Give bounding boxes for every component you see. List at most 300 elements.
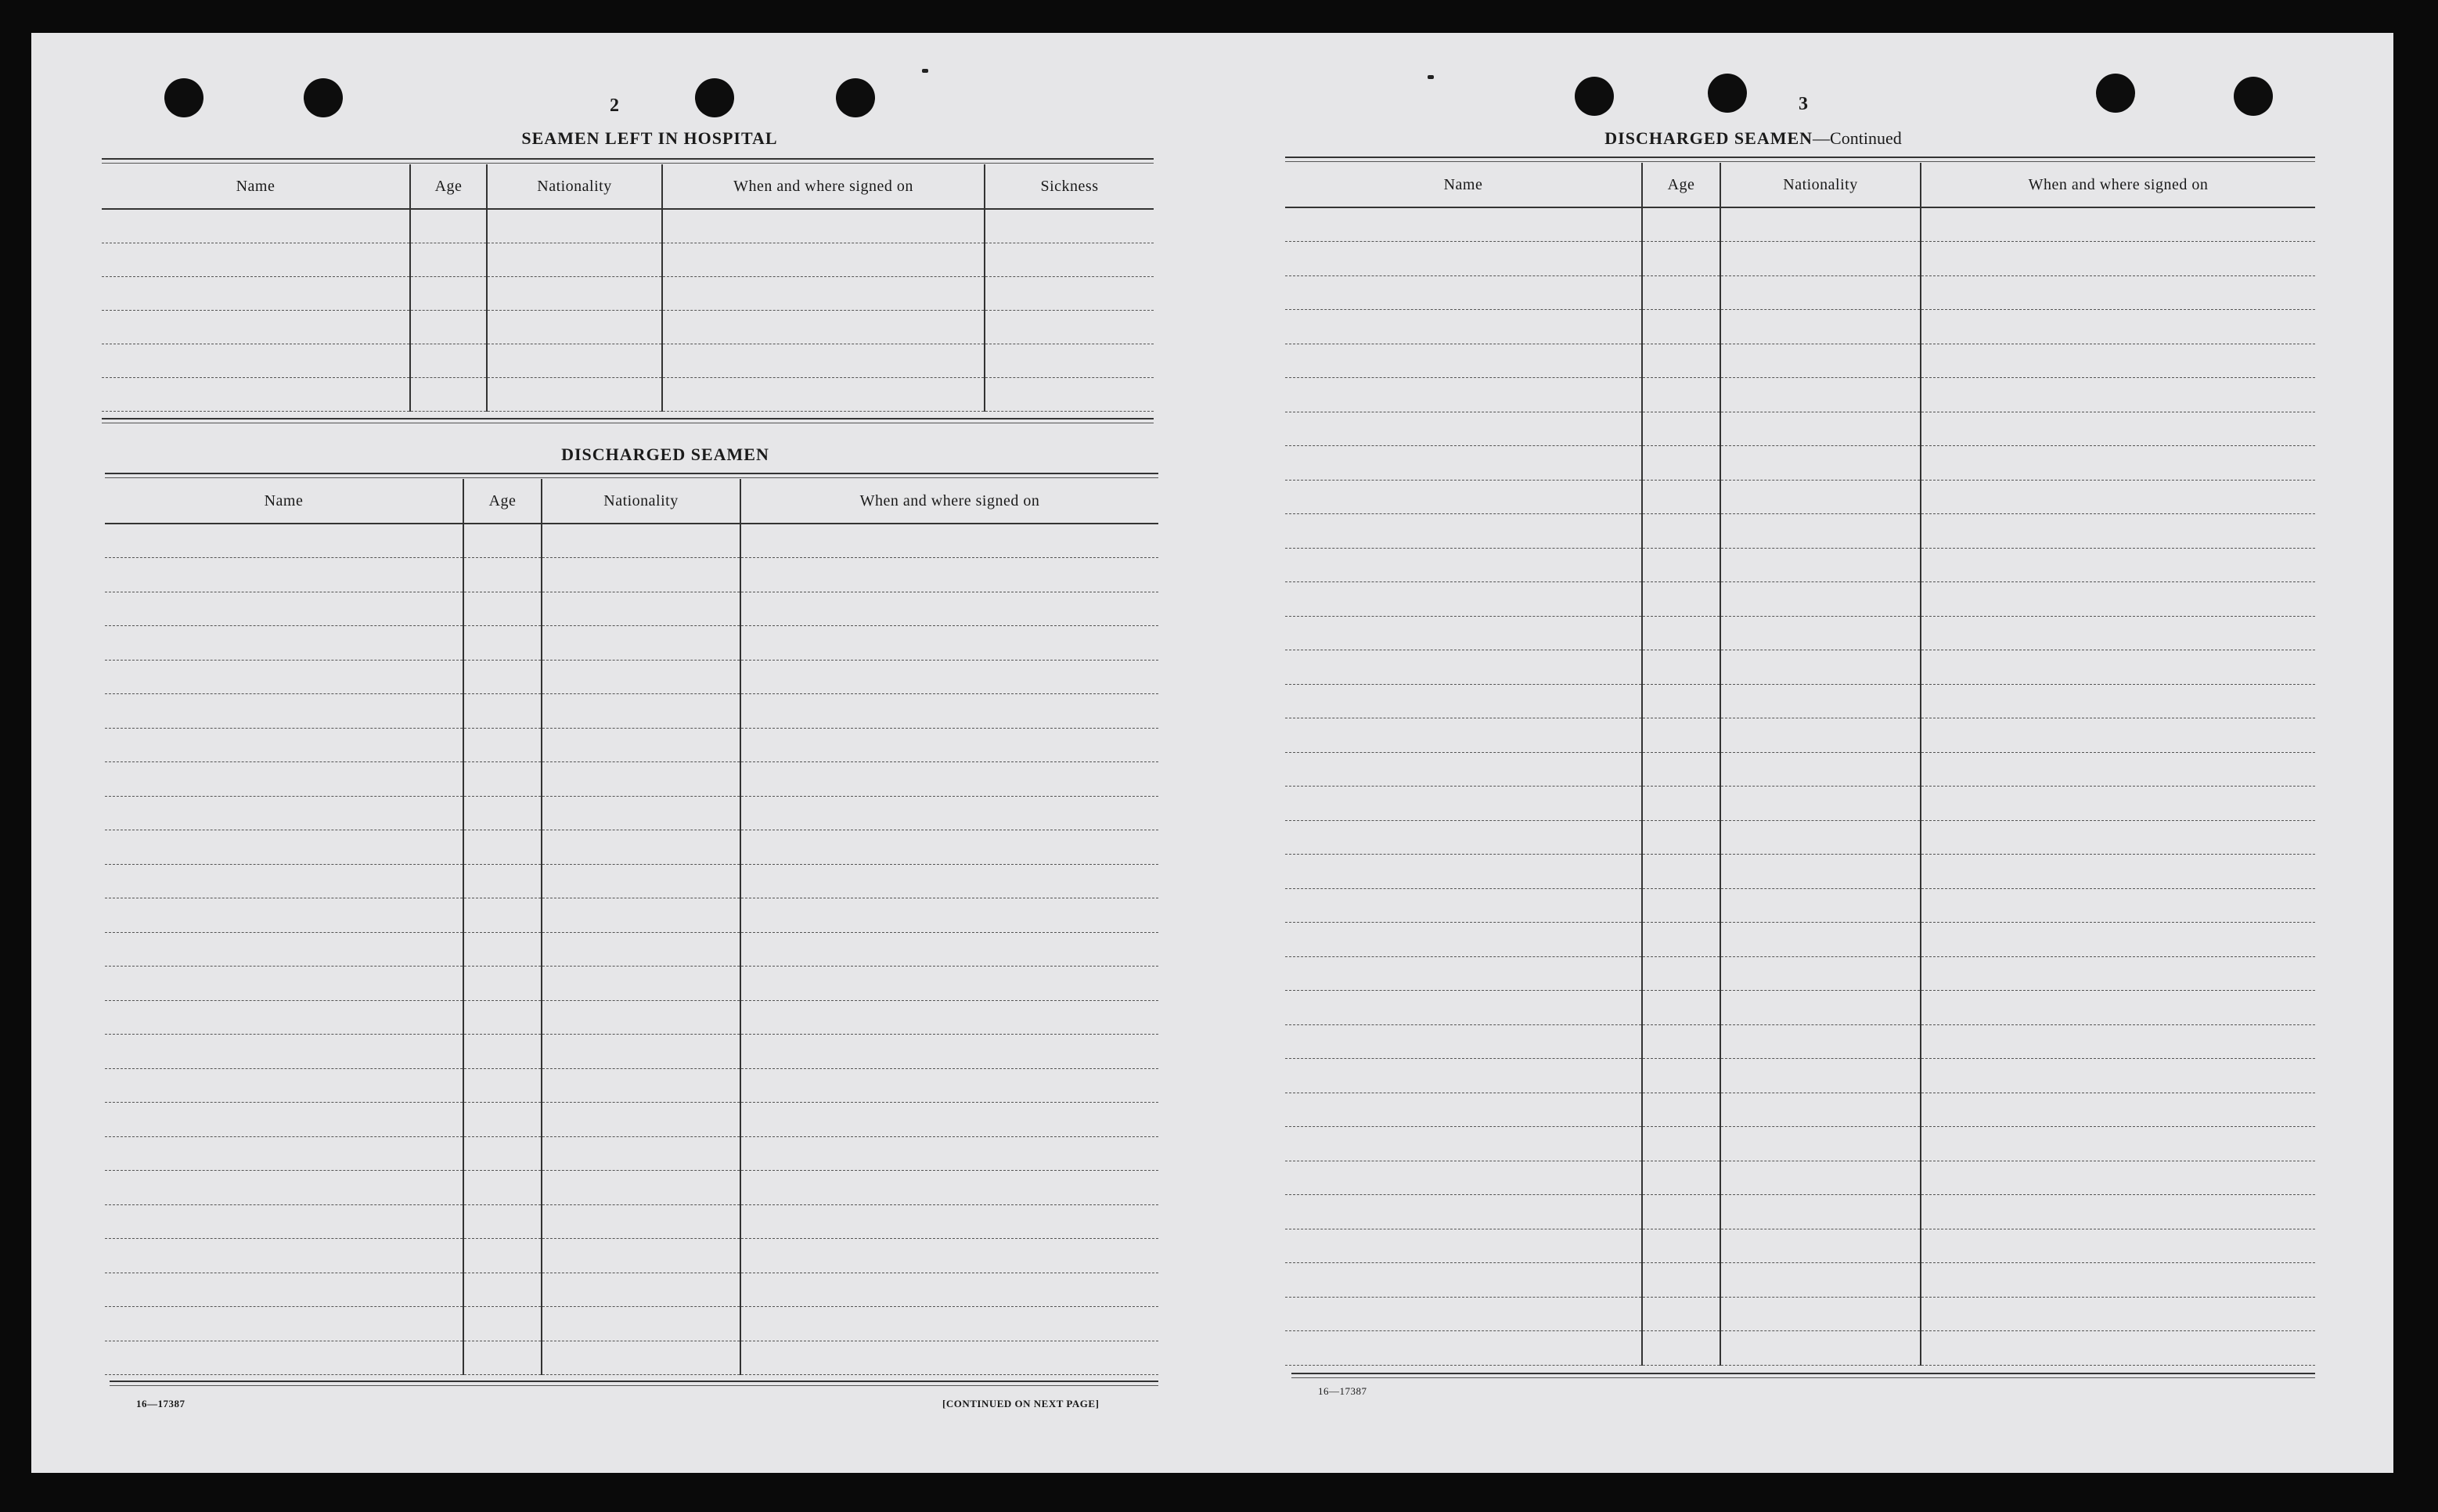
blank-entry-cell[interactable]	[1720, 888, 1921, 923]
blank-entry-cell[interactable]	[463, 1000, 542, 1035]
blank-entry-cell[interactable]	[542, 1136, 740, 1171]
blank-entry-cell[interactable]	[985, 344, 1154, 377]
page-number-right: 3	[1799, 94, 1808, 114]
blank-entry-cell[interactable]	[740, 898, 1158, 933]
blank-entry-cell[interactable]	[102, 243, 410, 276]
blank-entry-cell[interactable]	[1642, 242, 1720, 276]
blank-entry-cell[interactable]	[1720, 718, 1921, 753]
blank-entry-cell[interactable]	[1720, 923, 1921, 957]
blank-entry-cell[interactable]	[1285, 752, 1642, 787]
blank-entry-cell[interactable]	[410, 209, 487, 243]
blank-entry-cell[interactable]	[542, 1204, 740, 1239]
blank-entry-cell[interactable]	[105, 1307, 463, 1341]
blank-entry-cell[interactable]	[105, 762, 463, 797]
blank-entry-cell[interactable]	[463, 626, 542, 661]
blank-entry-cell[interactable]	[1720, 480, 1921, 514]
blank-entry-cell[interactable]	[1285, 242, 1642, 276]
blank-entry-cell[interactable]	[542, 1068, 740, 1103]
blank-entry-cell[interactable]	[105, 932, 463, 967]
blank-entry-cell[interactable]	[542, 524, 740, 558]
blank-entry-cell[interactable]	[1720, 514, 1921, 549]
blank-entry-cell[interactable]	[1720, 242, 1921, 276]
blank-entry-cell[interactable]	[1720, 956, 1921, 991]
punch-hole-icon	[836, 78, 875, 117]
blank-entry-cell[interactable]	[1720, 207, 1921, 242]
blank-entry-cell[interactable]	[542, 660, 740, 694]
blank-entry-cell[interactable]	[1921, 207, 2315, 242]
blank-entry-cell[interactable]	[1720, 275, 1921, 310]
blank-entry-cell[interactable]	[463, 1103, 542, 1137]
blank-entry-cell[interactable]	[740, 728, 1158, 762]
blank-entry-cell[interactable]	[1921, 855, 2315, 889]
blank-entry-cell[interactable]	[542, 1341, 740, 1375]
blank-entry-cell[interactable]	[102, 209, 410, 243]
blank-entry-cell[interactable]	[105, 660, 463, 694]
blank-entry-cell[interactable]	[1921, 310, 2315, 344]
blank-entry-cell[interactable]	[542, 1273, 740, 1307]
blank-entry-cell[interactable]	[105, 558, 463, 592]
blank-entry-cell[interactable]	[1642, 1024, 1720, 1059]
blank-entry-cell[interactable]	[1642, 752, 1720, 787]
blank-entry-cell[interactable]	[105, 796, 463, 830]
blank-entry-cell[interactable]	[542, 762, 740, 797]
blank-entry-cell[interactable]	[985, 310, 1154, 344]
table-row	[1285, 1059, 2315, 1093]
blank-entry-cell[interactable]	[487, 377, 662, 411]
blank-entry-cell[interactable]	[1285, 1161, 1642, 1195]
blank-entry-cell[interactable]	[105, 1000, 463, 1035]
blank-entry-cell[interactable]	[1720, 1263, 1921, 1298]
table-row	[1285, 207, 2315, 242]
blank-entry-cell[interactable]	[410, 377, 487, 411]
blank-entry-cell[interactable]	[1921, 1161, 2315, 1195]
blank-entry-cell[interactable]	[1921, 344, 2315, 378]
blank-entry-cell[interactable]	[1720, 582, 1921, 617]
blank-entry-cell[interactable]	[542, 830, 740, 865]
table-row	[105, 1171, 1158, 1205]
blank-entry-cell[interactable]	[1642, 344, 1720, 378]
blank-entry-cell[interactable]	[1285, 514, 1642, 549]
blank-entry-cell[interactable]	[1720, 1127, 1921, 1161]
blank-entry-cell[interactable]	[1720, 650, 1921, 685]
blank-entry-cell[interactable]	[1921, 888, 2315, 923]
continued-section-title	[1518, 128, 1988, 149]
blank-entry-cell[interactable]	[102, 276, 410, 310]
table-row	[102, 209, 1154, 243]
blank-entry-cell[interactable]	[740, 1068, 1158, 1103]
blank-entry-cell[interactable]	[1921, 1331, 2315, 1366]
blank-entry-cell[interactable]	[105, 864, 463, 898]
table-row	[1285, 275, 2315, 310]
blank-entry-cell[interactable]	[542, 626, 740, 661]
blank-entry-cell[interactable]	[1285, 855, 1642, 889]
table-row	[105, 1068, 1158, 1103]
blank-entry-cell[interactable]	[1720, 310, 1921, 344]
blank-entry-cell[interactable]	[1285, 344, 1642, 378]
blank-entry-cell[interactable]	[1642, 1093, 1720, 1127]
blank-entry-cell[interactable]	[1642, 1161, 1720, 1195]
table-row	[1285, 991, 2315, 1025]
blank-entry-cell[interactable]	[542, 796, 740, 830]
blank-entry-cell[interactable]	[1921, 752, 2315, 787]
blank-entry-cell[interactable]	[542, 1035, 740, 1069]
blank-entry-cell[interactable]	[1720, 616, 1921, 650]
blank-entry-cell[interactable]	[1642, 1297, 1720, 1331]
blank-entry-cell[interactable]	[463, 694, 542, 729]
blank-entry-cell[interactable]	[1642, 446, 1720, 481]
blank-entry-cell[interactable]	[1285, 956, 1642, 991]
blank-entry-cell[interactable]	[1921, 582, 2315, 617]
blank-entry-cell[interactable]	[1642, 923, 1720, 957]
blank-entry-cell[interactable]	[740, 1171, 1158, 1205]
blank-entry-cell[interactable]	[1285, 1297, 1642, 1331]
blank-entry-cell[interactable]	[740, 558, 1158, 592]
blank-entry-cell[interactable]	[740, 967, 1158, 1001]
blank-entry-cell[interactable]	[1921, 1127, 2315, 1161]
blank-entry-cell[interactable]	[1285, 1024, 1642, 1059]
blank-entry-cell[interactable]	[1642, 207, 1720, 242]
blank-entry-cell[interactable]	[463, 558, 542, 592]
blank-entry-cell[interactable]	[740, 660, 1158, 694]
blank-entry-cell[interactable]	[1642, 412, 1720, 446]
blank-entry-cell[interactable]	[740, 762, 1158, 797]
blank-entry-cell[interactable]	[463, 660, 542, 694]
blank-entry-cell[interactable]	[1921, 684, 2315, 718]
blank-entry-cell[interactable]	[1285, 718, 1642, 753]
table-row	[102, 276, 1154, 310]
blank-entry-cell[interactable]	[542, 932, 740, 967]
blank-entry-cell[interactable]	[1285, 412, 1642, 446]
blank-entry-cell[interactable]	[740, 1103, 1158, 1137]
blank-entry-cell[interactable]	[1921, 616, 2315, 650]
blank-entry-cell[interactable]	[542, 728, 740, 762]
blank-entry-cell[interactable]	[1921, 1263, 2315, 1298]
blank-entry-cell[interactable]	[1285, 446, 1642, 481]
blank-entry-cell[interactable]	[1720, 344, 1921, 378]
blank-entry-cell[interactable]	[542, 1307, 740, 1341]
blank-entry-cell[interactable]	[105, 1171, 463, 1205]
blank-entry-cell[interactable]	[740, 1035, 1158, 1069]
blank-entry-cell[interactable]	[662, 276, 985, 310]
blank-entry-cell[interactable]	[1921, 1229, 2315, 1263]
blank-entry-cell[interactable]	[542, 592, 740, 626]
punch-hole-icon	[2234, 77, 2273, 116]
blank-entry-cell[interactable]	[740, 1273, 1158, 1307]
blank-entry-cell[interactable]	[1642, 548, 1720, 582]
blank-entry-cell[interactable]	[1285, 923, 1642, 957]
blank-entry-cell[interactable]	[1642, 582, 1720, 617]
blank-entry-cell[interactable]	[542, 1171, 740, 1205]
blank-entry-cell[interactable]	[105, 728, 463, 762]
table-row	[1285, 616, 2315, 650]
blank-entry-cell[interactable]	[1642, 787, 1720, 821]
blank-entry-cell[interactable]	[1720, 855, 1921, 889]
blank-entry-cell[interactable]	[1642, 684, 1720, 718]
blank-entry-cell[interactable]	[740, 1204, 1158, 1239]
blank-entry-cell[interactable]	[463, 932, 542, 967]
blank-entry-cell[interactable]	[1285, 1195, 1642, 1229]
blank-entry-cell[interactable]	[105, 524, 463, 558]
blank-entry-cell[interactable]	[1642, 378, 1720, 412]
blank-entry-cell[interactable]	[1720, 752, 1921, 787]
table-row	[1285, 310, 2315, 344]
table-row	[105, 660, 1158, 694]
blank-entry-cell[interactable]	[1921, 923, 2315, 957]
blank-entry-cell[interactable]	[410, 344, 487, 377]
blank-entry-cell[interactable]	[542, 1000, 740, 1035]
blank-entry-cell[interactable]	[105, 1103, 463, 1137]
table-row	[105, 558, 1158, 592]
blank-entry-cell[interactable]	[105, 694, 463, 729]
blank-entry-cell[interactable]	[740, 524, 1158, 558]
blank-entry-cell[interactable]	[1921, 1059, 2315, 1093]
blank-entry-cell[interactable]	[463, 592, 542, 626]
column-header: Name	[1285, 163, 1642, 207]
table-row	[1285, 480, 2315, 514]
blank-entry-cell[interactable]	[1720, 412, 1921, 446]
blank-entry-cell[interactable]	[1285, 1331, 1642, 1366]
blank-entry-cell[interactable]	[463, 1068, 542, 1103]
blank-entry-cell[interactable]	[740, 1239, 1158, 1273]
blank-entry-cell[interactable]	[1285, 684, 1642, 718]
blank-entry-cell[interactable]	[463, 967, 542, 1001]
blank-entry-cell[interactable]	[1921, 412, 2315, 446]
blank-entry-cell[interactable]	[1285, 1127, 1642, 1161]
blank-entry-cell[interactable]	[662, 344, 985, 377]
continued-bottom-rule	[1291, 1373, 2315, 1378]
table-row	[105, 1239, 1158, 1273]
blank-entry-cell[interactable]	[542, 1103, 740, 1137]
blank-entry-cell[interactable]	[463, 524, 542, 558]
blank-entry-cell[interactable]	[1642, 820, 1720, 855]
blank-entry-cell[interactable]	[463, 1035, 542, 1069]
blank-entry-cell[interactable]	[102, 377, 410, 411]
blank-entry-cell[interactable]	[463, 898, 542, 933]
blank-entry-cell[interactable]	[1921, 242, 2315, 276]
table-row	[105, 1103, 1158, 1137]
blank-entry-cell[interactable]	[1642, 650, 1720, 685]
blank-entry-cell[interactable]	[1921, 820, 2315, 855]
blank-entry-cell[interactable]	[985, 209, 1154, 243]
blank-entry-cell[interactable]	[1285, 582, 1642, 617]
blank-entry-cell[interactable]	[985, 243, 1154, 276]
blank-entry-cell[interactable]	[487, 344, 662, 377]
table-row	[1285, 855, 2315, 889]
blank-entry-cell[interactable]	[1720, 1297, 1921, 1331]
blank-entry-cell[interactable]	[463, 762, 542, 797]
blank-entry-cell[interactable]	[542, 864, 740, 898]
blank-entry-cell[interactable]	[740, 830, 1158, 865]
blank-entry-cell[interactable]	[1720, 820, 1921, 855]
blank-entry-cell[interactable]	[1285, 207, 1642, 242]
blank-entry-cell[interactable]	[105, 1136, 463, 1171]
blank-entry-cell[interactable]	[410, 310, 487, 344]
blank-entry-cell[interactable]	[463, 1136, 542, 1171]
column-header: Nationality	[487, 164, 662, 209]
table-row	[105, 1204, 1158, 1239]
blank-entry-cell[interactable]	[662, 243, 985, 276]
table-row	[1285, 344, 2315, 378]
blank-entry-cell[interactable]	[1921, 956, 2315, 991]
blank-entry-cell[interactable]	[1285, 1263, 1642, 1298]
blank-entry-cell[interactable]	[1642, 1331, 1720, 1366]
blank-entry-cell[interactable]	[102, 344, 410, 377]
blank-entry-cell[interactable]	[1720, 548, 1921, 582]
blank-entry-cell[interactable]	[740, 626, 1158, 661]
blank-entry-cell[interactable]	[1720, 1331, 1921, 1366]
table-row	[102, 243, 1154, 276]
blank-entry-cell[interactable]	[463, 1307, 542, 1341]
blank-entry-cell[interactable]	[487, 310, 662, 344]
blank-entry-cell[interactable]	[1921, 1024, 2315, 1059]
blank-entry-cell[interactable]	[1720, 991, 1921, 1025]
blank-entry-cell[interactable]	[740, 932, 1158, 967]
blank-entry-cell[interactable]	[542, 967, 740, 1001]
blank-entry-cell[interactable]	[1921, 718, 2315, 753]
blank-entry-cell[interactable]	[1720, 446, 1921, 481]
blank-entry-cell[interactable]	[105, 1035, 463, 1069]
blank-entry-cell[interactable]	[542, 694, 740, 729]
blank-entry-cell[interactable]	[542, 898, 740, 933]
blank-entry-cell[interactable]	[1285, 548, 1642, 582]
blank-entry-cell[interactable]	[1720, 1229, 1921, 1263]
blank-entry-cell[interactable]	[1285, 616, 1642, 650]
blank-entry-cell[interactable]	[105, 592, 463, 626]
blank-entry-cell[interactable]	[1642, 1263, 1720, 1298]
blank-entry-cell[interactable]	[1921, 514, 2315, 549]
blank-entry-cell[interactable]	[740, 1341, 1158, 1375]
blank-entry-cell[interactable]	[1720, 1093, 1921, 1127]
blank-entry-cell[interactable]	[1642, 480, 1720, 514]
punch-hole-icon	[2096, 74, 2135, 113]
blank-entry-cell[interactable]	[1720, 378, 1921, 412]
blank-entry-cell[interactable]	[985, 377, 1154, 411]
blank-entry-cell[interactable]	[1720, 1195, 1921, 1229]
blank-entry-cell[interactable]	[1642, 956, 1720, 991]
form-number-right: 16—17387	[1318, 1385, 1367, 1397]
blank-entry-cell[interactable]	[105, 1068, 463, 1103]
blank-entry-cell[interactable]	[542, 558, 740, 592]
blank-entry-cell[interactable]	[1285, 1229, 1642, 1263]
blank-entry-cell[interactable]	[662, 310, 985, 344]
blank-entry-cell[interactable]	[105, 967, 463, 1001]
blank-entry-cell[interactable]	[487, 243, 662, 276]
blank-entry-cell[interactable]	[463, 728, 542, 762]
blank-entry-cell[interactable]	[740, 796, 1158, 830]
blank-entry-cell[interactable]	[740, 694, 1158, 729]
blank-entry-cell[interactable]	[1285, 650, 1642, 685]
blank-entry-cell[interactable]	[1642, 1229, 1720, 1263]
blank-entry-cell[interactable]	[740, 592, 1158, 626]
blank-entry-cell[interactable]	[1642, 1127, 1720, 1161]
blank-entry-cell[interactable]	[1642, 991, 1720, 1025]
blank-entry-cell[interactable]	[1285, 1059, 1642, 1093]
blank-entry-cell[interactable]	[985, 276, 1154, 310]
blank-entry-cell[interactable]	[105, 898, 463, 933]
blank-entry-cell[interactable]	[487, 276, 662, 310]
blank-entry-cell[interactable]	[740, 1307, 1158, 1341]
blank-entry-cell[interactable]	[1921, 1297, 2315, 1331]
blank-entry-cell[interactable]	[1285, 787, 1642, 821]
blank-entry-cell[interactable]	[1642, 1195, 1720, 1229]
blank-entry-cell[interactable]	[105, 626, 463, 661]
blank-entry-cell[interactable]	[1642, 855, 1720, 889]
blank-entry-cell[interactable]	[1921, 378, 2315, 412]
blank-entry-cell[interactable]	[1285, 820, 1642, 855]
blank-entry-cell[interactable]	[1921, 275, 2315, 310]
blank-entry-cell[interactable]	[1285, 480, 1642, 514]
blank-entry-cell[interactable]	[1642, 310, 1720, 344]
table-row	[1285, 412, 2315, 446]
blank-entry-cell[interactable]	[105, 830, 463, 865]
blank-entry-cell[interactable]	[102, 310, 410, 344]
blank-entry-cell[interactable]	[1285, 378, 1642, 412]
blank-entry-cell[interactable]	[463, 864, 542, 898]
blank-entry-cell[interactable]	[1642, 1059, 1720, 1093]
blank-entry-cell[interactable]	[487, 209, 662, 243]
blank-entry-cell[interactable]	[1921, 446, 2315, 481]
blank-entry-cell[interactable]	[463, 1273, 542, 1307]
blank-entry-cell[interactable]	[463, 1341, 542, 1375]
blank-entry-cell[interactable]	[1285, 275, 1642, 310]
table-row	[102, 310, 1154, 344]
blank-entry-cell[interactable]	[1285, 1093, 1642, 1127]
blank-entry-cell[interactable]	[662, 209, 985, 243]
punch-hole-icon	[164, 78, 203, 117]
blank-entry-cell[interactable]	[1720, 1059, 1921, 1093]
blank-entry-cell[interactable]	[1642, 718, 1720, 753]
blank-entry-cell[interactable]	[1720, 1024, 1921, 1059]
blank-entry-cell[interactable]	[463, 1239, 542, 1273]
blank-entry-cell[interactable]	[463, 830, 542, 865]
blank-entry-cell[interactable]	[1921, 480, 2315, 514]
blank-entry-cell[interactable]	[1642, 616, 1720, 650]
blank-entry-cell[interactable]	[105, 1341, 463, 1375]
blank-entry-cell[interactable]	[1921, 1195, 2315, 1229]
blank-entry-cell[interactable]	[1642, 888, 1720, 923]
blank-entry-cell[interactable]	[1921, 548, 2315, 582]
blank-entry-cell[interactable]	[1921, 787, 2315, 821]
blank-entry-cell[interactable]	[1720, 1161, 1921, 1195]
blank-entry-cell[interactable]	[542, 1239, 740, 1273]
blank-entry-cell[interactable]	[1642, 275, 1720, 310]
blank-entry-cell[interactable]	[740, 1136, 1158, 1171]
blank-entry-cell[interactable]	[1921, 991, 2315, 1025]
blank-entry-cell[interactable]	[1921, 650, 2315, 685]
blank-entry-cell[interactable]	[1285, 310, 1642, 344]
table-row	[1285, 1195, 2315, 1229]
blank-entry-cell[interactable]	[1642, 514, 1720, 549]
blank-entry-cell[interactable]	[105, 1239, 463, 1273]
blank-entry-cell[interactable]	[1285, 991, 1642, 1025]
blank-entry-cell[interactable]	[105, 1273, 463, 1307]
column-header: When and where signed on	[740, 479, 1158, 524]
blank-entry-cell[interactable]	[463, 1204, 542, 1239]
blank-entry-cell[interactable]	[410, 243, 487, 276]
blank-entry-cell[interactable]	[463, 1171, 542, 1205]
blank-entry-cell[interactable]	[105, 1204, 463, 1239]
blank-entry-cell[interactable]	[463, 796, 542, 830]
blank-entry-cell[interactable]	[1720, 684, 1921, 718]
blank-entry-cell[interactable]	[1921, 1093, 2315, 1127]
table-row	[105, 967, 1158, 1001]
blank-entry-cell[interactable]	[1285, 888, 1642, 923]
blank-entry-cell[interactable]	[740, 864, 1158, 898]
blank-entry-cell[interactable]	[410, 276, 487, 310]
blank-entry-cell[interactable]	[662, 377, 985, 411]
blank-entry-cell[interactable]	[740, 1000, 1158, 1035]
blank-entry-cell[interactable]	[1720, 787, 1921, 821]
